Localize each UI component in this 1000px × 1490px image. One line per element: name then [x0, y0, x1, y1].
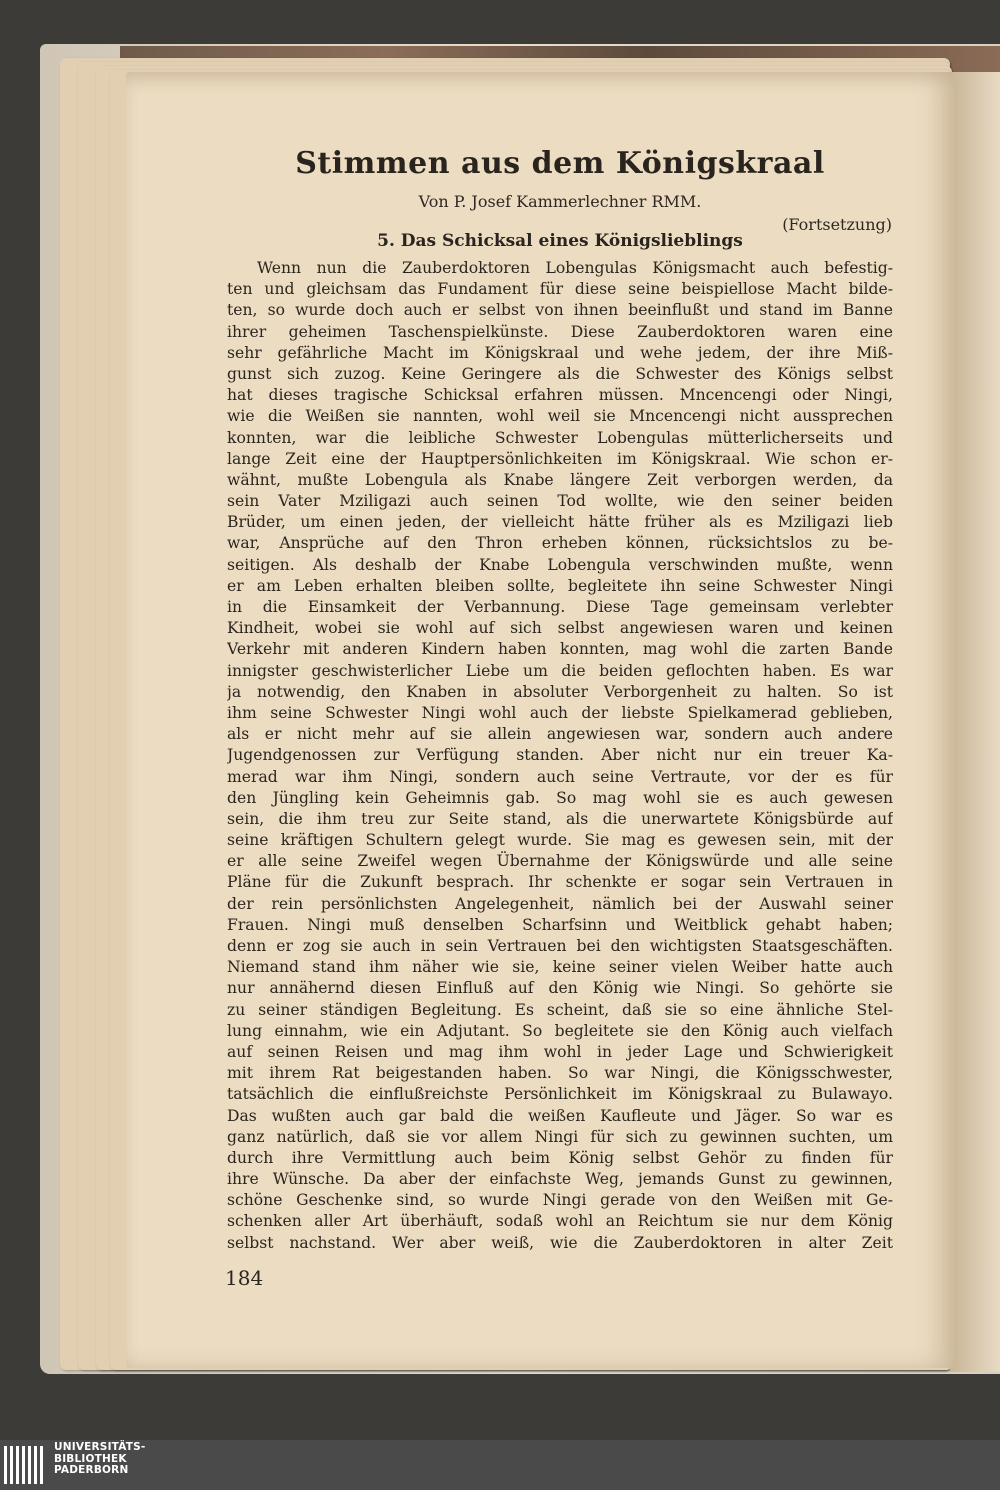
body-line: lung einnahm, wie ein Adjutant. So begleitete sie den König auch vielfach: [227, 1021, 893, 1040]
body-line: als er nicht mehr auf sie allein angewiesen war, sondern auch andere: [227, 725, 893, 744]
body-line: ja notwendig, den Knaben in absoluter Verborgenheit zu halten. So ist: [227, 682, 893, 701]
body-line: Pläne für die Zukunft besprach. Ihr schenkte er sogar sein Vertrauen in: [227, 873, 893, 892]
body-line: sein, die ihm treu zur Seite stand, als die unerwartete Königsbürde auf: [227, 809, 893, 828]
body-line: Frauen. Ningi muß denselben Scharfsinn und Weitblick gehabt haben;: [227, 915, 893, 934]
article-body: [227, 258, 893, 1254]
body-line: selbst nachstand. Wer aber weiß, wie die Zauberdoktoren in alter Zeit: [227, 1233, 893, 1252]
library-logo-icon: [4, 1444, 48, 1486]
body-line: in die Einsamkeit der Verbannung. Diese Tage gemeinsam verlebter: [227, 598, 893, 616]
body-line: mit ihrem Rat beigestanden haben. So war Ningi, die Königsschwester,: [227, 1064, 893, 1083]
body-line: Niemand stand ihm näher wie sie, keine seiner vielen Weiber hatte auch: [227, 958, 893, 977]
body-line: lange Zeit eine der Hauptpersönlichkeiten im Königskraal. Wie schon er-: [227, 449, 893, 468]
body-line: war, Ansprüche auf den Thron erheben können, rücksichtslos zu be-: [227, 534, 893, 553]
body-line: Brüder, um einen jeden, der vielleicht hätte früher als es Mziligazi lieb: [227, 513, 893, 532]
body-line: den Jüngling kein Geheimnis gab. So mag wohl sie es auch gewesen: [227, 788, 893, 807]
body-line: er alle seine Zweifel wegen Übernahme der Königswürde und alle seine: [227, 852, 893, 871]
body-line: gunst sich zuzog. Keine Geringere als die Schwester des Königs selbst: [227, 364, 893, 383]
body-line: wie die Weißen sie nannten, wohl weil sie Mncencengi nicht aussprechen: [227, 407, 893, 426]
body-line: ihm seine Schwester Ningi wohl auch der liebste Spielkamerad geblieben,: [227, 703, 893, 722]
article-title: Stimmen aus dem Königskraal: [295, 146, 825, 181]
body-line: konnten, war die leibliche Schwester Lobengulas mütterlicherseits und: [227, 428, 893, 447]
article-byline: Von P. Josef Kammerlechner RMM.: [418, 192, 702, 211]
body-line: Kindheit, wobei sie wohl auf sich selbst angewiesen waren und keinen: [227, 619, 893, 638]
body-line: wähnt, mußte Lobengula als Knabe längere Zeit verborgen werden, da: [227, 470, 893, 489]
body-line: sein Vater Mziligazi auch seinen Tod wollte, wie den seiner beiden: [227, 492, 893, 511]
body-line: durch ihre Vermittlung auch beim König selbst Gehör zu finden für: [227, 1148, 893, 1167]
library-name-line: UNIVERSITÄTS-: [54, 1441, 146, 1453]
body-line: schenken aller Art überhäuft, sodaß wohl an Reichtum sie nur dem König: [227, 1212, 893, 1231]
continuation-note: (Fortsetzung): [782, 215, 892, 234]
body-line: ihre Wünsche. Da aber der einfachste Weg, jemands Gunst zu gewinnen,: [227, 1170, 893, 1189]
body-line: er am Leben erhalten bleiben sollte, begleitete ihn seine Schwester Ningi: [227, 576, 893, 595]
body-line: denn er zog sie auch in sein Vertrauen bei den wichtigsten Staatsgeschäften.: [227, 937, 893, 955]
body-line: auf seinen Reisen und mag ihm wohl in jeder Lage und Schwierigkeit: [227, 1042, 893, 1061]
body-line: seine kräftigen Schultern gelegt wurde. Sie mag es gewesen sein, mit der: [227, 831, 893, 850]
body-line: ihrer geheimen Taschenspielkünste. Diese Zauberdoktoren waren eine: [227, 322, 893, 341]
section-heading: 5. Das Schicksal eines Königslieblings: [377, 231, 743, 251]
library-name-line: BIBLIOTHEK: [54, 1452, 127, 1465]
body-line: Wenn nun die Zauberdoktoren Lobengulas Königsmacht auch befestig-: [257, 259, 893, 277]
page-number: 184: [225, 1266, 264, 1290]
facing-page-strip: [950, 72, 1000, 1372]
body-line: hat dieses tragische Schicksal erfahren müssen. Mncencengi oder Ningi,: [227, 386, 893, 405]
body-line: ganz natürlich, daß sie vor allem Ningi für sich zu gewinnen suchten, um: [227, 1127, 893, 1146]
body-line: sehr gefährliche Macht im Königskraal und wehe jedem, der ihre Miß-: [227, 343, 893, 362]
body-line: schöne Geschenke sind, so wurde Ningi gerade von den Weißen mit Ge-: [227, 1191, 893, 1210]
body-line: ten und gleichsam das Fundament für diese seine beispiellose Macht bilde-: [227, 280, 893, 299]
body-line: merad war ihm Ningi, sondern auch seine Vertraute, vor der es für: [227, 767, 893, 786]
body-line: Das wußten auch gar bald die weißen Kaufleute und Jäger. So war es: [227, 1106, 893, 1125]
body-line: nur annähernd diesen Einfluß auf den König wie Ningi. So gehörte sie: [227, 979, 893, 998]
body-line: Verkehr mit anderen Kindern haben konnten, mag wohl die zarten Bande: [227, 640, 893, 659]
footer-bar: [0, 1440, 1000, 1490]
body-line: innigster geschwisterlicher Liebe um die beiden geflochten haben. Es war: [227, 661, 893, 680]
library-name-line: PADERBORN: [54, 1464, 129, 1476]
body-line: zu seiner ständigen Begleitung. Es scheint, daß sie so eine ähnliche Stel-: [227, 1000, 893, 1019]
library-name: [54, 1442, 145, 1477]
body-line: ten, so wurde doch auch er selbst von ihnen beeinflußt und stand im Banne: [227, 301, 893, 320]
body-line: tatsächlich die einflußreichste Persönlichkeit im Königskraal zu Bulawayo.: [227, 1085, 893, 1104]
body-line: der rein persönlichsten Angelegenheit, nämlich bei der Auswahl seiner: [227, 894, 893, 913]
body-line: Jugendgenossen zur Verfügung standen. Aber nicht nur ein treuer Ka-: [227, 746, 893, 765]
body-line: seitigen. Als deshalb der Knabe Lobengula verschwinden mußte, wenn: [227, 555, 893, 574]
